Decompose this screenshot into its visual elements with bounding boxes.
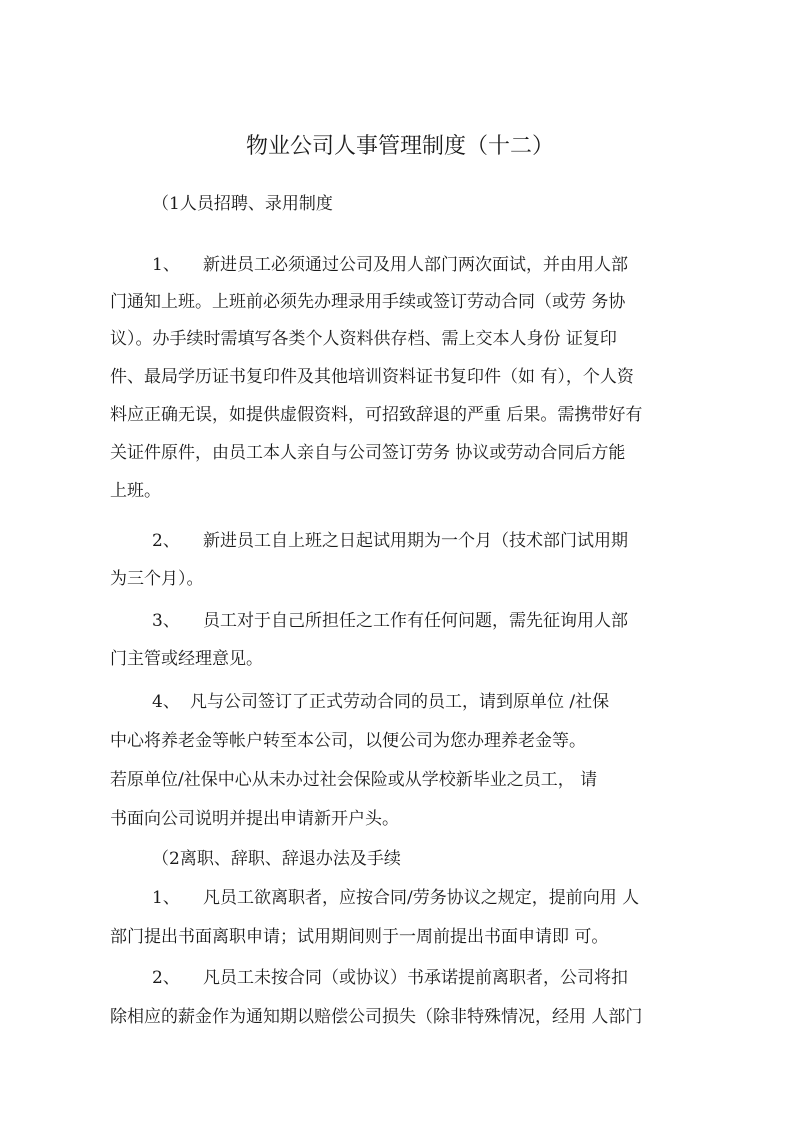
list-item-number: 1、 (152, 255, 180, 275)
paragraph-line: 为三个月）。 (110, 569, 204, 589)
paragraph-line: 凡员工欲离职者，应按合同/劳务协议之规定，提前向用 人 (203, 888, 640, 908)
section-heading: （2离职、辞职、辞退办法及手续 (152, 849, 401, 869)
paragraph-line: 门通知上班。上班前必须先办理录用手续或签订劳动合同（或劳 务协 (110, 292, 626, 312)
section-heading: （1人员招聘、录用制度 (152, 194, 333, 214)
paragraph-line: 料应正确无误，如提供虚假资料，可招致辞退的严重 后果。需携带好有 (110, 405, 643, 425)
paragraph-line: 件、最局学历证书复印件及其他培训资料证书复印件（如 有），个人资 (110, 367, 634, 387)
list-item-number: 1、 (152, 888, 180, 908)
paragraph-line: 除相应的薪金作为通知期以赔偿公司损失（除非特殊情况，经用 人部门 (110, 1007, 643, 1027)
paragraph-line: 凡与公司签订了正式劳动合同的员工，请到原单位 /社保 (190, 692, 610, 712)
list-item-number: 2、 (152, 531, 180, 551)
list-item-number: 4、 (152, 692, 180, 712)
paragraph-line: 关证件原件，由员工本人亲自与公司签订劳务 协议或劳动合同后方能 (110, 443, 626, 463)
paragraph-line: 中心将养老金等帐户转至本公司，以便公司为您办理养老金等。 (110, 731, 586, 751)
paragraph-line: 书面向公司说明并提出申请新开户头。 (110, 809, 399, 829)
list-item-number: 3、 (152, 611, 180, 631)
paragraph-line: 新进员工自上班之日起试用期为一个月（技术部门试用期 (203, 531, 628, 551)
paragraph-line: 员工对于自己所担任之工作有任何问题，需先征询用人部 (203, 611, 628, 631)
paragraph-line: 门主管或经理意见。 (110, 649, 263, 669)
paragraph-line: 新进员工必须通过公司及用人部门两次面试，并由用人部 (203, 255, 628, 275)
paragraph-line: 若原单位/社保中心从未办过社会保险或从学校新毕业之员工， 请 (110, 770, 598, 790)
paragraph-line: 凡员工未按合同（或协议）书承诺提前离职者，公司将扣 (203, 968, 628, 988)
page-title: 物业公司人事管理制度（十二） (245, 134, 554, 159)
list-item-number: 2、 (152, 968, 180, 988)
paragraph-line: 上班。 (110, 481, 161, 501)
paragraph-line: 议）。办手续时需填写各类个人资料供存档、需上交本人身份 证复印 (110, 329, 617, 349)
paragraph-line: 部门提出书面离职申请；试用期间则于一周前提出书面申请即 可。 (110, 927, 609, 947)
